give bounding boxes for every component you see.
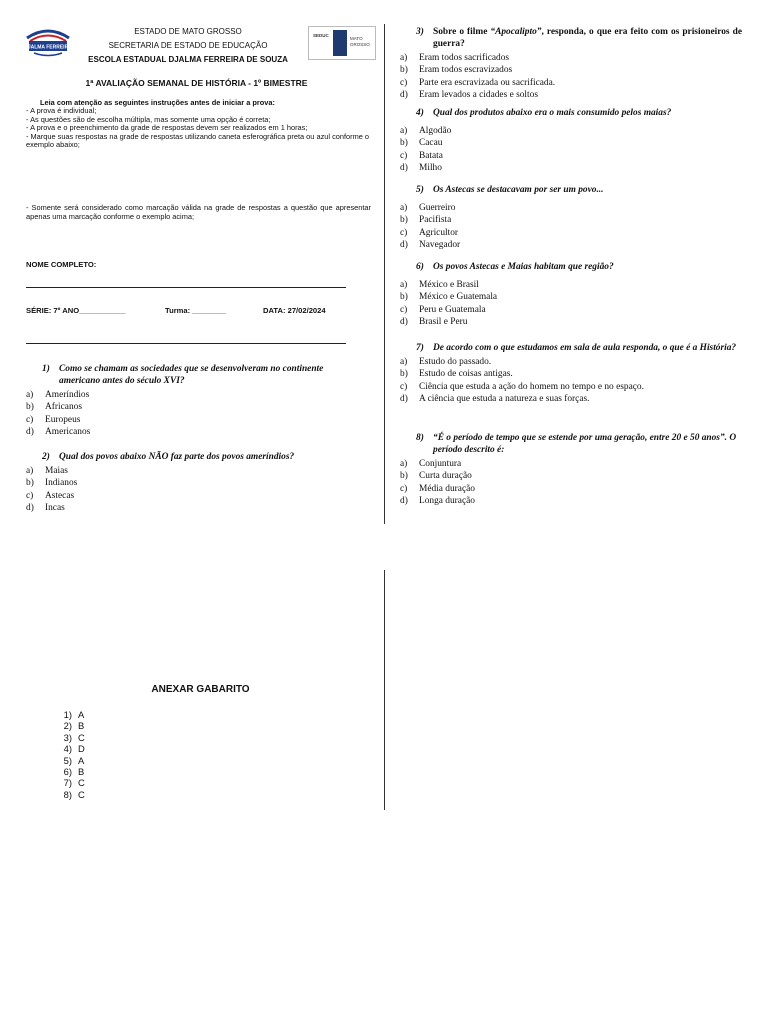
option-text: Africanos <box>45 402 82 413</box>
answer-key-value: A <box>78 754 85 766</box>
option-letter: c) <box>400 150 408 161</box>
answer-key-number: 6) <box>63 766 72 778</box>
name-label: NOME COMPLETO: <box>26 260 97 269</box>
option[interactable] <box>400 214 742 226</box>
option-text: Maias <box>45 466 68 476</box>
option-text: Astecas <box>45 490 75 501</box>
option[interactable] <box>400 202 742 214</box>
option-letter: a) <box>400 357 408 367</box>
option-text: Ameríndios <box>45 390 90 400</box>
question-text: Como se chamam as sociedades que se desenvolveram no continente americano antes do século XVI? <box>59 364 324 386</box>
option[interactable] <box>400 279 742 291</box>
option-text: Estudo de coisas antigas. <box>419 369 513 380</box>
option-text: Parte era escravizada ou sacrificada. <box>419 77 556 88</box>
serie-field[interactable]: SÉRIE: 7º ANO___________ <box>26 306 126 315</box>
header-state: ESTADO DE MATO GROSSO <box>134 27 242 36</box>
answer-key-value: C <box>78 788 85 800</box>
question-number: 6) <box>416 262 424 272</box>
option[interactable] <box>26 414 364 426</box>
question-3 <box>402 26 742 102</box>
option-text: México e Guatemala <box>419 292 498 303</box>
answer-key-item <box>56 766 85 777</box>
option-letter: d) <box>400 90 408 101</box>
option-letter: d) <box>400 240 408 251</box>
option-letter: b) <box>26 402 34 413</box>
option-text: Milho <box>419 163 442 174</box>
movie-title: “Apocalipto” <box>490 27 542 37</box>
answer-key-item <box>56 732 85 743</box>
option-text: Eram todos sacrificados <box>419 53 510 63</box>
instruction-item: - A prova é individual; <box>26 106 97 115</box>
header-secretariat: SECRETARIA DE ESTADO DE EDUCAÇÃO <box>108 41 268 50</box>
option-letter: d) <box>26 503 34 514</box>
page-title: 1ª AVALIAÇÃO SEMANAL DE HISTÓRIA - 1º BIMESTRE <box>85 78 308 88</box>
option-letter: d) <box>400 317 408 328</box>
question-number: 5) <box>416 185 424 195</box>
option[interactable] <box>400 393 742 405</box>
option-letter: c) <box>400 304 408 315</box>
answer-key-item <box>56 720 85 731</box>
option-text: A ciência que estuda a natureza e suas forças. <box>419 394 590 405</box>
option-letter: a) <box>400 203 408 213</box>
option-text: Algodão <box>419 126 452 136</box>
option[interactable] <box>400 137 742 149</box>
answer-key-number: 8) <box>63 788 72 800</box>
question-number: 1) <box>42 364 50 374</box>
option-text: Curta duração <box>419 471 472 482</box>
option[interactable] <box>26 401 364 413</box>
option-letter: d) <box>400 496 408 507</box>
date-field: DATA: 27/02/2024 <box>263 306 326 315</box>
option-text: Agricultor <box>419 227 459 238</box>
option-text: Pacifista <box>419 215 452 226</box>
option-text: Conjuntura <box>419 459 462 469</box>
instructions-note: - Somente será considerado como marcação válida na grade de respostas a questão que apresentar apenas uma marcação conforme o exemplo acima; <box>26 203 371 221</box>
answer-key-item <box>56 755 85 766</box>
option-letter: d) <box>26 427 34 438</box>
instruction-item: - Marque suas respostas na grade de respostas utilizando caneta esferográfica preta ou azul conforme o exemplo abaixo; <box>26 131 370 149</box>
option-letter: b) <box>400 215 408 226</box>
answer-key-list <box>56 709 85 800</box>
answer-key-item <box>56 789 85 800</box>
option[interactable] <box>26 389 364 401</box>
option[interactable] <box>400 470 742 482</box>
answer-key-value: A <box>78 709 85 720</box>
answer-key-number: 5) <box>63 754 72 766</box>
question-text: Qual dos povos abaixo NÃO faz parte dos povos ameríndios? <box>59 452 295 462</box>
option[interactable] <box>400 483 742 495</box>
instruction-item: - As questões são de escolha múltipla, mas somente uma opção é correta; <box>26 114 271 124</box>
name-line[interactable] <box>26 287 346 288</box>
option-text: Brasil e Peru <box>419 317 468 328</box>
option-letter: b) <box>400 138 408 149</box>
option-text: Peru e Guatemala <box>419 304 486 315</box>
answer-key-number: 3) <box>63 731 72 743</box>
answer-key-number: 4) <box>63 743 72 755</box>
question-text: Qual dos produtos abaixo era o mais consumido pelos maias? <box>433 108 672 118</box>
turma-field[interactable]: Turma: ________ <box>165 306 227 315</box>
option-letter: d) <box>400 394 408 405</box>
option-text: Europeus <box>45 414 81 425</box>
question-number: 7) <box>416 343 424 353</box>
option[interactable] <box>400 77 742 89</box>
option-letter: c) <box>400 227 408 238</box>
question-text: Os Astecas se destacavam por ser um povo... <box>433 185 604 195</box>
option-letter: a) <box>26 390 34 400</box>
question-number: 4) <box>416 108 424 118</box>
answer-key-value: C <box>78 777 85 789</box>
answer-key-value: D <box>78 743 85 755</box>
option[interactable] <box>400 227 742 239</box>
question-text: De acordo com o que estudamos em sala de aula responda, o que é a História? <box>433 343 737 353</box>
option-text: México e Brasil <box>419 280 479 290</box>
option-text: Incas <box>45 503 65 514</box>
option-letter: c) <box>400 483 408 494</box>
school-header <box>78 25 298 67</box>
option-letter: b) <box>400 292 408 303</box>
question-text: “É o período de tempo que se estende por uma geração, entre 20 e 50 anos”. O período descrito é: <box>433 433 737 455</box>
question-number: 8) <box>416 433 424 443</box>
answer-key-number: 7) <box>63 777 72 789</box>
instructions-list <box>26 107 371 150</box>
option[interactable] <box>400 239 742 251</box>
option-letter: a) <box>26 466 34 476</box>
option-letter: c) <box>400 381 408 392</box>
question-number: 3) <box>416 27 424 37</box>
option[interactable] <box>400 304 742 316</box>
option[interactable] <box>400 125 742 137</box>
option-text: Guerreiro <box>419 203 456 213</box>
separator-line <box>26 343 346 344</box>
instruction-item: - A prova e o preenchimento da grade de respostas devem ser realizados em 1 horas; <box>26 123 308 132</box>
question-text-cont: , responda, o que era feito com os prisioneiros de guerra? <box>433 27 742 49</box>
option[interactable] <box>26 465 364 477</box>
option[interactable] <box>400 495 742 507</box>
option[interactable] <box>400 291 742 303</box>
logo-left-text: DJALMA FERREIRA <box>24 44 72 51</box>
mato-grosso-logo-text: MATO GROSSO <box>350 36 370 47</box>
option-text: Eram levados a cidades e soltos <box>419 90 538 101</box>
option[interactable] <box>400 162 742 174</box>
instructions-heading: Leia com atenção as seguintes instruções antes de iniciar a prova: <box>40 98 275 107</box>
option-letter: a) <box>400 126 408 136</box>
option-letter: b) <box>26 478 34 489</box>
question-7 <box>402 342 742 406</box>
option-letter: c) <box>26 490 34 501</box>
seduc-logo-text: SEDUC <box>313 33 329 38</box>
option[interactable] <box>26 490 364 502</box>
column-divider <box>384 24 385 524</box>
option-text: Cacau <box>419 138 443 149</box>
question-2 <box>28 451 364 515</box>
option[interactable] <box>400 458 742 470</box>
answer-key-value: B <box>78 720 85 732</box>
state-seal-icon <box>333 30 347 56</box>
answer-key-value: B <box>78 766 85 778</box>
option-letter: a) <box>400 280 408 290</box>
option[interactable] <box>26 477 364 489</box>
option-letter: a) <box>400 53 408 63</box>
option[interactable] <box>400 368 742 380</box>
option[interactable] <box>400 150 742 162</box>
option-letter: b) <box>400 471 408 482</box>
answer-key-item <box>56 777 85 788</box>
question-number: 2) <box>42 452 50 462</box>
answer-key-number: 2) <box>63 720 72 732</box>
answer-key-title: ANEXAR GABARITO <box>151 684 250 695</box>
option-text: Batata <box>419 150 443 161</box>
option-text: Média duração <box>419 483 475 494</box>
option-letter: c) <box>400 77 408 88</box>
question-6 <box>402 261 742 329</box>
option[interactable] <box>400 316 742 328</box>
question-1 <box>28 363 364 439</box>
option-text: Estudo do passado. <box>419 357 492 367</box>
option-text: Eram todos escravizados <box>419 65 513 76</box>
option-letter: a) <box>400 459 408 469</box>
seduc-logo <box>308 26 376 60</box>
answer-key-item <box>56 743 85 754</box>
option-text: Americanos <box>45 427 91 438</box>
option[interactable] <box>26 426 364 438</box>
option[interactable] <box>400 52 742 64</box>
answer-key-item <box>56 709 85 720</box>
question-8 <box>402 432 742 508</box>
option-letter: b) <box>400 65 408 76</box>
column-divider <box>384 570 385 810</box>
option[interactable] <box>26 502 364 514</box>
option-letter: c) <box>26 414 34 425</box>
option[interactable] <box>400 64 742 76</box>
answer-key-number: 1) <box>63 709 72 720</box>
option-text: Ciência que estuda a ação do homem no tempo e no espaço. <box>419 381 644 392</box>
option[interactable] <box>400 381 742 393</box>
question-text: Os povos Astecas e Maias habitam que região? <box>433 262 614 272</box>
option-text: Longa duração <box>419 496 475 507</box>
header-school: ESCOLA ESTADUAL DJALMA FERREIRA DE SOUZA <box>88 55 288 64</box>
option[interactable] <box>400 356 742 368</box>
option-text: Indianos <box>45 478 78 489</box>
answer-key-value: C <box>78 731 85 743</box>
school-logo <box>24 24 72 58</box>
option-letter: b) <box>400 369 408 380</box>
option-letter: d) <box>400 163 408 174</box>
question-4 <box>402 107 742 175</box>
question-text: Sobre o filme <box>433 27 491 37</box>
question-5 <box>402 184 742 252</box>
option[interactable] <box>400 89 742 101</box>
option-text: Navegador <box>419 240 461 251</box>
